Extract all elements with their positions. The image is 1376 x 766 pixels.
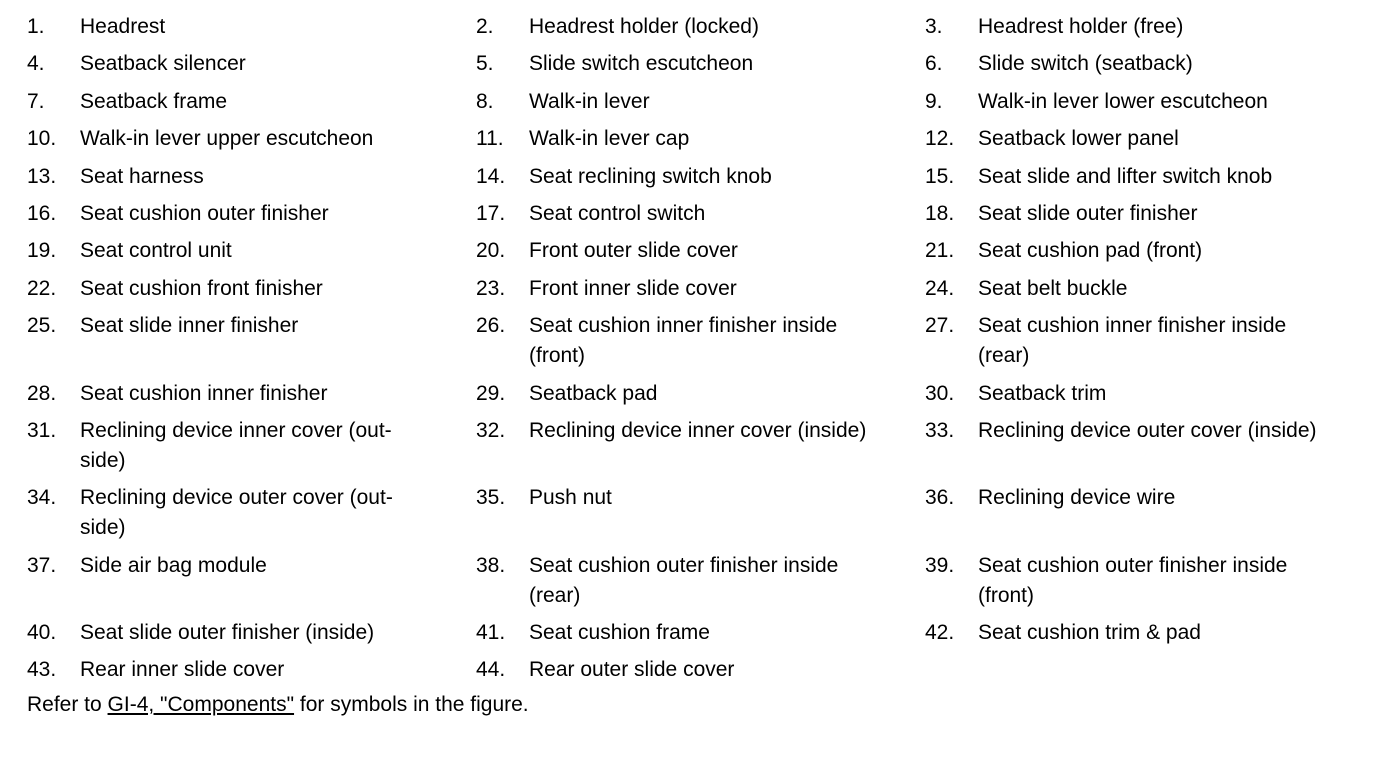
legend-item bbox=[27, 49, 476, 86]
item-label: Seatback trim bbox=[978, 381, 1107, 405]
item-label: Seat cushion pad (front) bbox=[978, 239, 1203, 263]
legend-row bbox=[27, 379, 1367, 416]
item-number: 7. bbox=[27, 89, 45, 113]
item-label: Reclining device outer cover (out- side) bbox=[80, 486, 393, 540]
legend-row bbox=[27, 124, 1367, 161]
legend-row bbox=[27, 199, 1367, 236]
legend-item bbox=[476, 483, 925, 520]
item-number: 30. bbox=[925, 381, 955, 405]
legend-item bbox=[27, 236, 476, 273]
item-label: Seatback silencer bbox=[80, 52, 246, 76]
legend-item bbox=[925, 199, 1365, 236]
item-label: Walk-in lever bbox=[529, 89, 650, 113]
item-number: 40. bbox=[27, 621, 57, 645]
legend-row bbox=[27, 162, 1367, 199]
legend-item bbox=[476, 12, 925, 49]
item-label: Front inner slide cover bbox=[529, 276, 737, 300]
legend-item bbox=[476, 162, 925, 199]
item-label: Seat slide and lifter switch knob bbox=[978, 164, 1273, 188]
item-label: Slide switch escutcheon bbox=[529, 52, 754, 76]
legend-item bbox=[925, 551, 1365, 618]
legend-row bbox=[27, 274, 1367, 311]
legend-row bbox=[27, 311, 1367, 378]
item-label: Push nut bbox=[529, 486, 612, 510]
item-number: 19. bbox=[27, 239, 57, 263]
legend-item bbox=[476, 655, 925, 692]
legend-item bbox=[27, 483, 476, 550]
item-number: 32. bbox=[476, 418, 506, 442]
item-label: Headrest bbox=[80, 15, 166, 38]
item-label: Seat control switch bbox=[529, 201, 706, 225]
legend-item bbox=[27, 416, 476, 483]
item-label: Rear inner slide cover bbox=[80, 658, 285, 682]
footnote-prefix: Refer to bbox=[27, 693, 108, 716]
item-label: Headrest holder (free) bbox=[978, 15, 1184, 38]
item-number: 39. bbox=[925, 553, 955, 577]
item-number: 23. bbox=[476, 276, 506, 300]
legend-row bbox=[27, 87, 1367, 124]
item-number: 8. bbox=[476, 89, 494, 113]
item-label: Seat cushion inner finisher inside (front) bbox=[529, 314, 838, 368]
item-label: Seat harness bbox=[80, 164, 204, 188]
component-legend bbox=[27, 12, 1367, 693]
legend-item bbox=[925, 12, 1365, 49]
legend-item bbox=[27, 87, 476, 124]
item-label: Side air bag module bbox=[80, 553, 267, 577]
legend-item bbox=[476, 87, 925, 124]
legend-item bbox=[476, 199, 925, 236]
item-label: Seat cushion inner finisher bbox=[80, 381, 328, 405]
item-label: Seat cushion outer finisher inside (rear) bbox=[529, 553, 839, 607]
item-label: Seatback frame bbox=[80, 89, 228, 113]
item-number: 28. bbox=[27, 381, 57, 405]
item-number: 16. bbox=[27, 201, 57, 225]
item-number: 41. bbox=[476, 621, 506, 645]
item-number: 31. bbox=[27, 418, 57, 442]
legend-item bbox=[476, 379, 925, 416]
legend-item bbox=[925, 311, 1365, 378]
item-number: 33. bbox=[925, 418, 955, 442]
item-label: Reclining device inner cover (out- side) bbox=[80, 418, 392, 472]
item-label: Seat cushion frame bbox=[529, 621, 710, 645]
legend-item bbox=[925, 483, 1365, 520]
item-label: Seat slide outer finisher bbox=[978, 201, 1198, 225]
item-label: Front outer slide cover bbox=[529, 239, 738, 263]
item-label: Seat reclining switch knob bbox=[529, 164, 772, 188]
legend-row bbox=[27, 551, 1367, 618]
item-label: Headrest holder (locked) bbox=[529, 15, 759, 38]
item-label: Seat cushion inner finisher inside (rear) bbox=[978, 314, 1287, 368]
legend-row bbox=[27, 618, 1367, 655]
item-number: 42. bbox=[925, 621, 955, 645]
item-label: Seat slide outer finisher (inside) bbox=[80, 621, 375, 645]
legend-row bbox=[27, 483, 1367, 550]
legend-item bbox=[476, 236, 925, 273]
legend-row bbox=[27, 12, 1367, 49]
item-number: 13. bbox=[27, 164, 57, 188]
item-number: 6. bbox=[925, 52, 943, 76]
item-label: Seat belt buckle bbox=[978, 276, 1128, 300]
legend-item bbox=[476, 311, 925, 378]
legend-item bbox=[925, 618, 1365, 655]
item-label: Seatback lower panel bbox=[978, 127, 1179, 151]
item-label: Seat cushion front finisher bbox=[80, 276, 323, 300]
legend-item bbox=[476, 551, 925, 618]
item-number: 44. bbox=[476, 658, 506, 682]
legend-item bbox=[925, 416, 1365, 453]
legend-row bbox=[27, 416, 1367, 483]
legend-item bbox=[925, 124, 1365, 161]
item-number: 2. bbox=[476, 15, 494, 38]
item-label: Slide switch (seatback) bbox=[978, 52, 1193, 76]
legend-item bbox=[925, 49, 1365, 86]
legend-item bbox=[27, 12, 476, 49]
item-number: 4. bbox=[27, 52, 45, 76]
legend-item bbox=[27, 124, 476, 161]
legend-item bbox=[925, 379, 1365, 416]
item-label: Reclining device outer cover (inside) bbox=[978, 418, 1317, 442]
legend-item bbox=[925, 274, 1365, 311]
item-number: 29. bbox=[476, 381, 506, 405]
item-number: 21. bbox=[925, 239, 955, 263]
item-number: 11. bbox=[476, 127, 504, 151]
item-label: Walk-in lever lower escutcheon bbox=[978, 89, 1268, 113]
legend-item bbox=[27, 618, 476, 655]
legend-item bbox=[925, 162, 1365, 199]
item-number: 20. bbox=[476, 239, 506, 263]
legend-item bbox=[27, 311, 476, 348]
item-label: Walk-in lever upper escutcheon bbox=[80, 127, 374, 151]
legend-item bbox=[27, 379, 476, 416]
item-label: Seatback pad bbox=[529, 381, 658, 405]
item-number: 24. bbox=[925, 276, 955, 300]
item-number: 5. bbox=[476, 52, 494, 76]
item-number: 3. bbox=[925, 15, 943, 38]
item-label: Seat cushion outer finisher inside (front) bbox=[978, 553, 1288, 607]
item-label: Walk-in lever cap bbox=[529, 127, 690, 151]
item-number: 17. bbox=[476, 201, 506, 225]
item-number: 15. bbox=[925, 164, 955, 188]
legend-item bbox=[27, 655, 476, 692]
item-number: 10. bbox=[27, 127, 57, 151]
item-label: Reclining device inner cover (inside) bbox=[529, 418, 867, 442]
item-label: Rear outer slide cover bbox=[529, 658, 735, 682]
legend-item bbox=[476, 124, 925, 161]
item-label: Reclining device wire bbox=[978, 486, 1176, 510]
item-number: 37. bbox=[27, 553, 57, 577]
item-label: Seat control unit bbox=[80, 239, 232, 263]
legend-item bbox=[925, 87, 1365, 124]
legend-item bbox=[476, 49, 925, 86]
legend-item bbox=[925, 236, 1365, 273]
item-number: 27. bbox=[925, 314, 955, 338]
item-label: Seat cushion trim & pad bbox=[978, 621, 1201, 645]
item-number: 36. bbox=[925, 486, 955, 510]
legend-item bbox=[27, 274, 476, 311]
item-label: Seat slide inner finisher bbox=[80, 314, 299, 338]
legend-item bbox=[476, 416, 925, 453]
item-number: 34. bbox=[27, 486, 57, 510]
legend-item bbox=[27, 199, 476, 236]
item-number: 12. bbox=[925, 127, 955, 151]
item-number: 43. bbox=[27, 658, 57, 682]
item-number: 25. bbox=[27, 314, 57, 338]
item-number: 38. bbox=[476, 553, 506, 577]
legend-row bbox=[27, 236, 1367, 273]
legend-item bbox=[476, 618, 925, 655]
legend-row bbox=[27, 49, 1367, 86]
components-reference-link[interactable]: GI-4, "Components" bbox=[107, 693, 295, 716]
item-label: Seat cushion outer finisher bbox=[80, 201, 329, 225]
item-number: 1. bbox=[27, 15, 45, 38]
legend-row bbox=[27, 655, 1367, 692]
item-number: 18. bbox=[925, 201, 955, 225]
legend-item bbox=[27, 551, 476, 588]
item-number: 26. bbox=[476, 314, 506, 338]
legend-item bbox=[27, 162, 476, 199]
item-number: 14. bbox=[476, 164, 506, 188]
footnote bbox=[27, 690, 529, 720]
footnote-suffix: for symbols in the figure. bbox=[294, 693, 529, 716]
item-number: 22. bbox=[27, 276, 57, 300]
item-number: 35. bbox=[476, 486, 506, 510]
legend-item bbox=[476, 274, 925, 311]
item-number: 9. bbox=[925, 89, 943, 113]
